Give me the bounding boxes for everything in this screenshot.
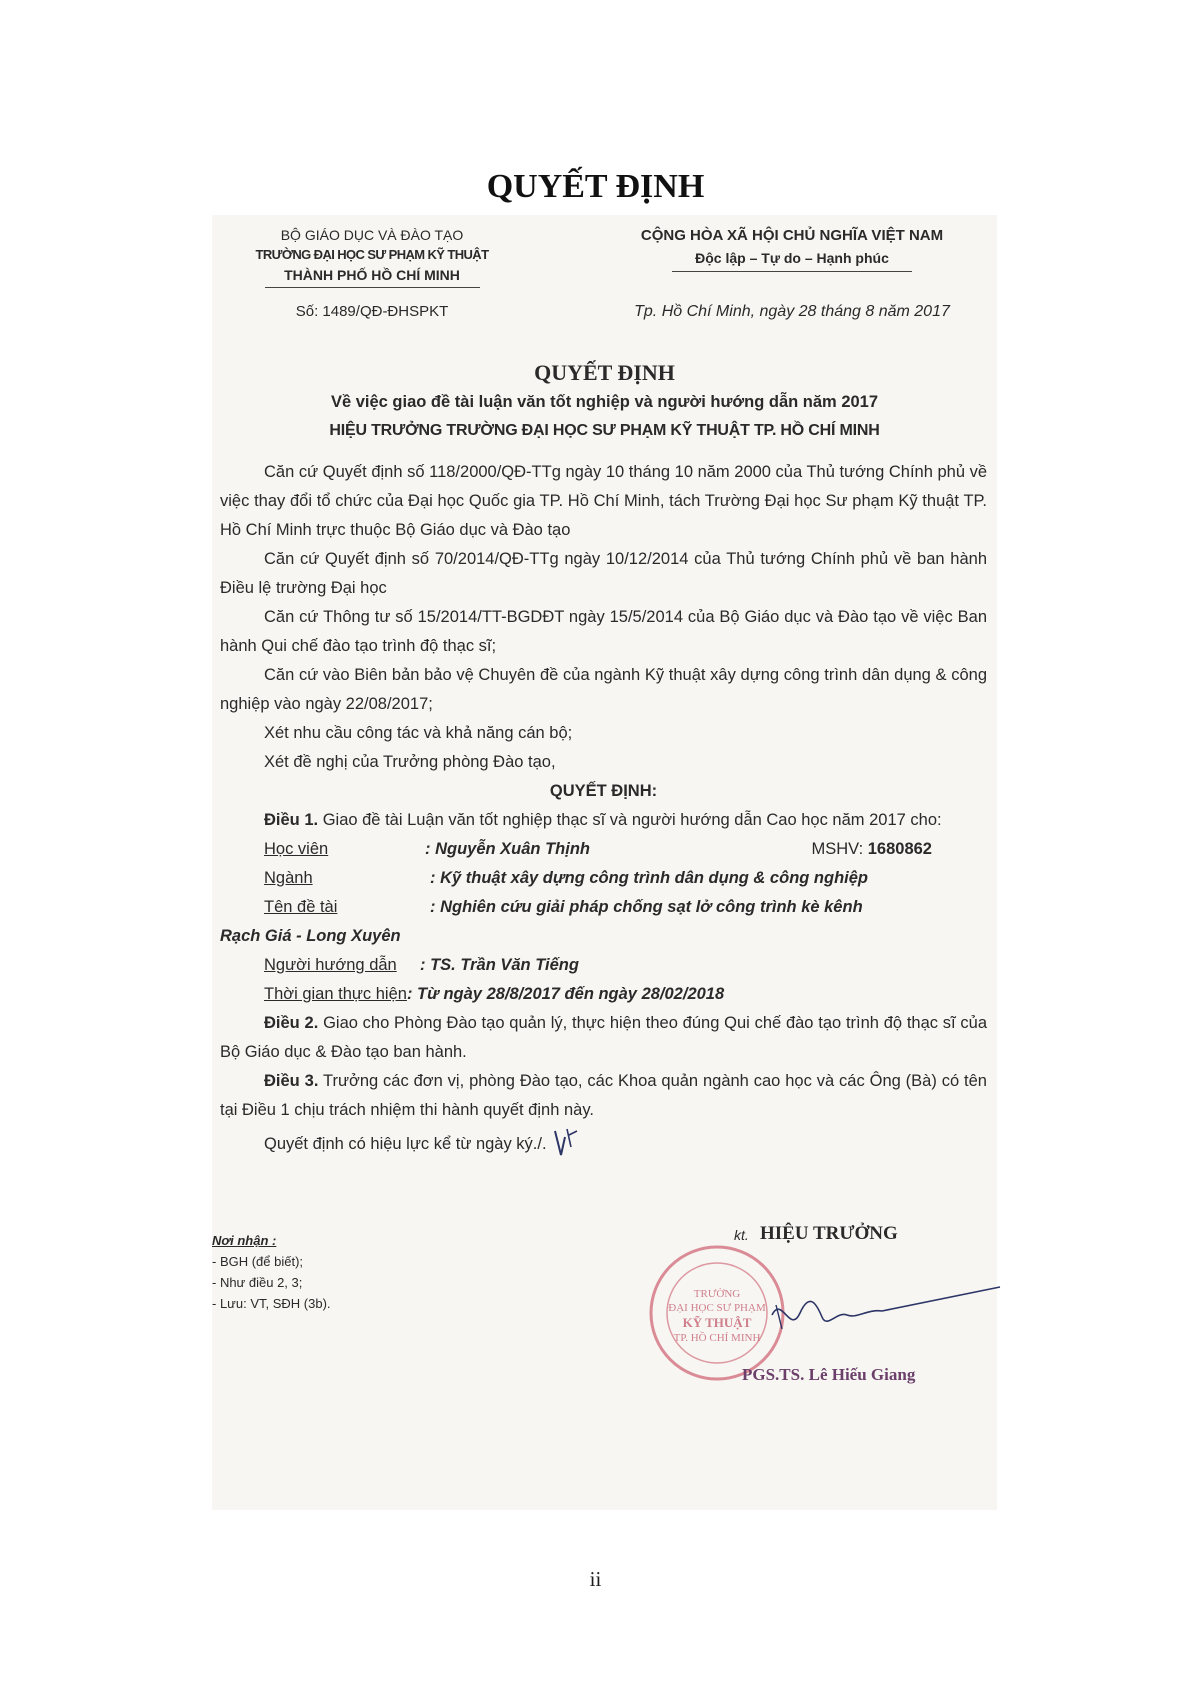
- republic-name: CỘNG HÒA XÃ HỘI CHỦ NGHĨA VIỆT NAM: [640, 227, 944, 244]
- document-number: Số: 1489/QĐ-ĐHSPKT: [295, 303, 449, 320]
- decision-body: [220, 458, 987, 1159]
- effective-clause: [220, 1125, 987, 1159]
- period-label: Thời gian thực hiện: [264, 985, 407, 1003]
- article-1: [220, 806, 987, 835]
- decision-title: QUYẾT ĐỊNH: [534, 360, 675, 385]
- topic-value-continued: Rạch Giá - Long Xuyên: [220, 927, 401, 945]
- national-motto: Độc lập – Tự do – Hạnh phúc: [695, 250, 889, 266]
- basis-6: Xét đề nghị của Trưởng phòng Đào tạo,: [264, 753, 556, 771]
- basis-5: Xét nhu cầu công tác và khả năng cán bộ;: [264, 724, 573, 742]
- basis-4: Căn cứ vào Biên bản bảo vệ Chuyên đề của ngành Kỹ thuật xây dựng công trình dân dụng & công nghiệp vào ngày 22/08/2017;: [220, 666, 987, 713]
- advisor-value: : TS. Trần Văn Tiếng: [420, 956, 579, 974]
- recipient-item: - BGH (để biết);: [212, 1254, 304, 1269]
- decides-heading: QUYẾT ĐỊNH:: [549, 782, 658, 800]
- period-row: [220, 980, 987, 1009]
- major-label: Ngành: [264, 869, 313, 887]
- article-3-label: Điều 3.: [264, 1072, 319, 1090]
- article-1-text: Giao đề tài Luận văn tốt nghiệp thạc sĩ và người hướng dẫn Cao học năm 2017 cho:: [318, 811, 942, 829]
- page-heading: QUYẾT ĐỊNH: [486, 168, 705, 205]
- major-row: [220, 864, 987, 893]
- major-value: : Kỹ thuật xây dựng công trình dân dụng & công nghiệp: [430, 869, 869, 887]
- basis-3: Căn cứ Thông tư số 15/2014/TT-BGDĐT ngày 15/5/2014 của Bộ Giáo dục và Đào tạo về việc Ban hành Qui chế đào tạo trình độ thạc sĩ;: [220, 608, 987, 655]
- article-3-text: Trưởng các đơn vị, phòng Đào tạo, các Khoa quản ngành cao học và các Ông (Bà) có tên tại Điều 1 chịu trách nhiệm thi hành quyết định này.: [220, 1072, 987, 1119]
- issuer-block: [212, 225, 532, 288]
- article-2-text: Giao cho Phòng Đào tạo quản lý, thực hiện theo đúng Qui chế đào tạo trình độ thạc sĩ của Bộ Giáo dục & Đào tạo ban hành.: [220, 1014, 988, 1061]
- signature-proxy: kt.: [734, 1227, 749, 1243]
- scanned-decision: [212, 215, 997, 1510]
- city-name: THÀNH PHỐ HỒ CHÍ MINH: [284, 267, 460, 283]
- place-date: Tp. Hồ Chí Minh, ngày 28 tháng 8 năm 2017: [634, 303, 950, 320]
- advisor-row: [220, 951, 987, 980]
- article-2: [220, 1009, 987, 1067]
- topic-value: : Nghiên cứu giải pháp chống sạt lở công trình kè kênh: [430, 898, 863, 916]
- period-value: : Từ ngày 28/8/2017 đến ngày 28/02/2018: [406, 985, 725, 1003]
- topic-row: [220, 893, 987, 922]
- basis-2: Căn cứ Quyết định số 70/2014/QĐ-TTg ngày 10/12/2014 của Thủ tướng Chính phủ về ban hành Điều lệ trường Đại học: [220, 550, 987, 597]
- article-2-label: Điều 2.: [264, 1014, 319, 1032]
- recipient-item: - Lưu: VT, SĐH (3b).: [212, 1296, 331, 1311]
- student-id-label: MSHV:: [811, 840, 868, 858]
- period-field: [264, 980, 724, 1009]
- student-label: Học viên: [264, 840, 329, 858]
- effective-text: Quyết định có hiệu lực kể từ ngày ký./.: [264, 1135, 547, 1153]
- topic-label: Tên đề tài: [264, 898, 338, 916]
- university-name: TRƯỜNG ĐẠI HỌC SƯ PHẠM KỸ THUẬT: [255, 247, 489, 262]
- article-3: [220, 1067, 987, 1125]
- article-1-label: Điều 1.: [264, 811, 319, 829]
- recipients-block: [212, 1230, 331, 1314]
- basis-1: Căn cứ Quyết định số 118/2000/QĐ-TTg ngày 10 tháng 10 năm 2000 của Thủ tướng Chính phủ về việc thay đổi tổ chức của Đại học Quốc gia TP. Hồ Chí Minh, tách Trường Đại học Sư phạm Kỹ thuật TP. Hồ Chí Minh trực thuộc Bộ Giáo dục và Đào tạo: [220, 463, 988, 539]
- stamp-line: KỸ THUẬT: [682, 1315, 752, 1330]
- page-number: ii: [589, 1567, 602, 1591]
- stamp-line: ĐẠI HỌC SƯ PHẠM: [668, 1302, 766, 1314]
- issuer-underline: [265, 287, 480, 288]
- signatory-title: HIỆU TRƯỞNG: [760, 1223, 898, 1244]
- advisor-label: Người hướng dẫn: [264, 956, 397, 974]
- initial-mark: [551, 1125, 581, 1159]
- signature-block: [642, 1215, 992, 1415]
- handwritten-signature: [762, 1275, 1002, 1355]
- signatory-name: PGS.TS. Lê Hiếu Giang: [742, 1365, 916, 1384]
- student-row: [220, 835, 987, 864]
- student-id-value: 1680862: [867, 840, 932, 858]
- student-name: : Nguyễn Xuân Thịnh: [425, 840, 590, 858]
- national-block: [592, 225, 992, 272]
- student-id: [812, 835, 932, 864]
- stamp-line: TP. HỒ CHÍ MINH: [673, 1332, 761, 1344]
- decision-subject: Về việc giao đề tài luận văn tốt nghiệp và người hướng dẫn năm 2017: [330, 393, 879, 411]
- ministry-name: BỘ GIÁO DỤC VÀ ĐÀO TẠO: [280, 227, 464, 243]
- recipient-item: - Như điều 2, 3;: [212, 1275, 303, 1290]
- decision-issuer: HIỆU TRƯỞNG TRƯỜNG ĐẠI HỌC SƯ PHẠM KỸ THUẬT TP. HỒ CHÍ MINH: [329, 422, 880, 439]
- stamp-line: TRƯỜNG: [693, 1288, 741, 1300]
- motto-underline: [672, 271, 912, 272]
- recipients-title: Nơi nhận :: [212, 1233, 277, 1248]
